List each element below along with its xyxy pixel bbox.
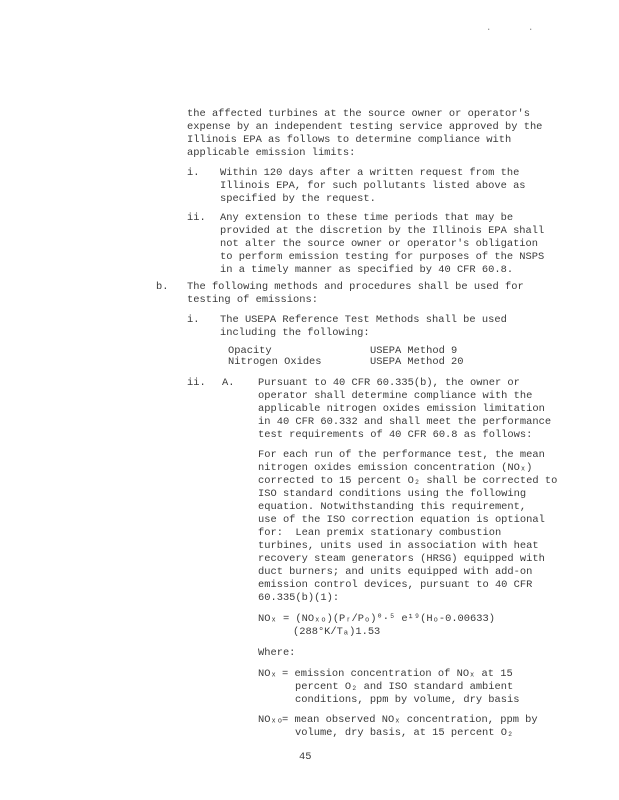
section-b-label: b. [156,281,169,293]
item-i-line-2: Illinois EPA, for such pollutants listed above as [220,180,526,192]
item-i-line-1: Within 120 days after a written request from the [220,167,520,179]
para2-line-9: recovery steam generators (HRSG) equipped with [258,553,545,565]
equation-line-2: (288°K/Tₐ)1.53 [293,626,381,638]
method-row-2-method: USEPA Method 20 [370,356,464,368]
section-b-line-1: The following methods and procedures shall be used for [187,281,524,293]
b-ii-line-3: applicable nitrogen oxides emission limitation [258,403,545,415]
item-ii-line-3: not alter the source owner or operator's obligation [220,238,539,250]
intro-line-3: Illinois EPA as follows to determine compliance with [187,134,512,146]
definition-2-term: NOₓₒ [258,714,283,726]
b-i-line-2: including the following: [220,327,370,339]
b-ii-label: ii. [187,377,206,389]
definition-1-line-3: conditions, ppm by volume, dry basis [295,694,520,706]
method-row-1-method: USEPA Method 9 [370,345,458,357]
item-ii-line-5: in a timely manner as specified by 40 CFR 60.8. [220,264,514,276]
header-mark-1: . [486,23,492,33]
definition-1-line-1: = emission concentration of NOₓ at 15 [282,668,513,680]
page-number: 45 [299,751,312,763]
definition-1-term: NOₓ [258,668,277,680]
intro-line-1: the affected turbines at the source owner or operator's [187,108,530,120]
para2-line-11: emission control devices, pursuant to 40 CFR [258,579,533,591]
para2-line-1: For each run of the performance test, the mean [258,449,545,461]
equation-line-1: NOₓ = (NOₓₒ)(Pᵣ/Pₒ)⁰·⁵ e¹⁹(Hₒ-0.00633) [258,613,495,625]
header-mark-2: . [528,23,534,33]
b-i-line-1: The USEPA Reference Test Methods shall be used [220,314,507,326]
definition-2-line-2: volume, dry basis, at 15 percent O₂ [295,727,514,739]
method-row-1-pollutant: Opacity [228,345,272,357]
b-ii-line-4: in 40 CFR 60.332 and shall meet the performance [258,416,552,428]
item-ii-label: ii. [187,212,206,224]
para2-line-8: turbines, units used in association with heat [258,540,539,552]
definition-2-line-1: = mean observed NOₓ concentration, ppm by [282,714,538,726]
b-i-label: i. [187,314,200,326]
para2-line-10: duct burners; and units equipped with add-on [258,566,533,578]
para2-line-4: ISO standard conditions using the following [258,488,527,500]
method-row-2-pollutant: Nitrogen Oxides [228,356,322,368]
item-ii-line-4: to perform emission testing for purposes of the NSPS [220,251,545,263]
b-ii-sub-label: A. [222,377,235,389]
b-ii-line-1: Pursuant to 40 CFR 60.335(b), the owner or [258,377,520,389]
where-label: Where: [258,647,296,659]
b-ii-line-2: operator shall determine compliance with the [258,390,533,402]
para2-line-3: corrected to 15 percent O₂ shall be corrected to [258,475,558,487]
b-ii-line-5: test requirements of 40 CFR 60.8 as follows: [258,429,533,441]
para2-line-12: 60.335(b)(1): [258,592,340,604]
section-b-line-2: testing of emissions: [187,294,318,306]
intro-line-2: expense by an independent testing service approved by the [187,121,543,133]
item-i-label: i. [187,167,200,179]
definition-1-line-2: percent O₂ and ISO standard ambient [295,681,514,693]
para2-line-7: for: Lean premix stationary combustion [258,527,502,539]
para2-line-6: use of the ISO correction equation is optional [258,514,545,526]
para2-line-5: equation. Notwithstanding this requirement, [258,501,527,513]
para2-line-2: nitrogen oxides emission concentration (NOₓ) [258,462,533,474]
item-ii-line-2: provided at the discretion by the Illinois EPA shall [220,225,545,237]
item-i-line-3: specified by the request. [220,193,376,205]
intro-line-4: applicable emission limits: [187,147,356,159]
item-ii-line-1: Any extension to these time periods that may be [220,212,514,224]
